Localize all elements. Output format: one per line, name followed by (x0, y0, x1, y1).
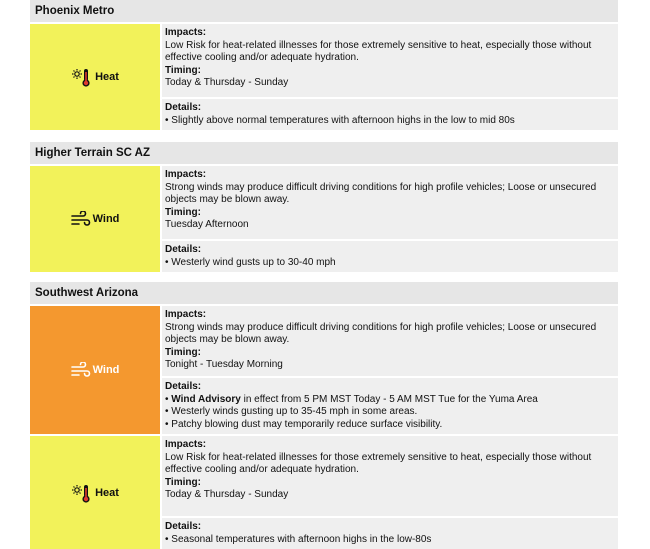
details-item: • Seasonal temperatures with afternoon highs in the low-80s (165, 533, 432, 545)
details-block (162, 99, 618, 130)
bullet-mark: • (165, 393, 172, 405)
timing-label: Timing: (165, 206, 201, 218)
impacts-text: Low Risk for heat-related illnesses for those extremely sensitive to heat, especially those without effective cooling and/or adequate hydration. (165, 39, 592, 63)
hazard-badge-heat (30, 436, 160, 549)
details-block (162, 378, 618, 434)
impacts-label: Impacts: (165, 309, 207, 320)
timing-text: Today & Thursday - Sunday (165, 77, 289, 88)
hazard-text (162, 436, 618, 549)
impacts-block (162, 24, 618, 97)
thermometer-sun-icon (71, 482, 93, 504)
hazard-badge-heat (30, 24, 160, 130)
details-item-advisory (165, 394, 618, 407)
hazard-type-label: Heat (95, 486, 119, 499)
region-title: Southwest Arizona (30, 282, 618, 304)
details-label: Details: (165, 102, 202, 113)
region-higher-terrain-sc-az (30, 142, 618, 272)
wind-icon (71, 211, 91, 227)
details-item: • Westerly wind gusts up to 30-40 mph (165, 256, 336, 268)
details-item: • Patchy blowing dust may temporarily reduce surface visibility. (165, 418, 443, 430)
impacts-text: Low Risk for heat-related illnesses for those extremely sensitive to heat, especially those without effective cooling and/or adequate hydration. (165, 451, 592, 475)
timing-text: Today & Thursday - Sunday (165, 489, 289, 500)
hazard-row-wind (30, 306, 618, 434)
hazard-row-heat (30, 24, 618, 130)
timing-label: Timing: (165, 64, 201, 76)
details-item: • Westerly winds gusting up to 35-45 mph in some areas. (165, 406, 418, 417)
details-block (162, 241, 618, 272)
timing-text: Tonight - Tuesday Morning (165, 359, 283, 370)
wind-icon (71, 362, 91, 378)
impacts-text: Strong winds may produce difficult driving conditions for high profile vehicles; Loose or unsecured objects may be blown away. (165, 321, 597, 345)
region-title: Phoenix Metro (30, 0, 618, 22)
details-item: • Slightly above normal temperatures with afternoon highs in the low to mid 80s (165, 114, 515, 126)
hazard-text (162, 306, 618, 434)
impacts-label: Impacts: (165, 439, 207, 450)
region-phoenix-metro (30, 0, 618, 130)
region-title: Higher Terrain SC AZ (30, 142, 618, 164)
hazard-type-label: Wind (92, 213, 120, 225)
wind-advisory-label: Wind Advisory (171, 393, 241, 405)
impacts-label: Impacts: (165, 27, 207, 38)
hazard-text (162, 166, 618, 272)
advisory-text: in effect from 5 PM MST Today - 5 AM MST Tue for the Yuma Area (240, 393, 538, 405)
impacts-block (162, 436, 618, 516)
thermometer-sun-icon (71, 66, 93, 88)
details-label: Details: (165, 244, 202, 255)
hazard-type-label: Heat (95, 71, 119, 83)
hazard-badge-wind (30, 306, 160, 434)
hazard-row-heat (30, 436, 618, 549)
details-block (162, 518, 618, 549)
impacts-label: Impacts: (165, 169, 207, 180)
hazard-row-wind (30, 166, 618, 272)
impacts-block (162, 166, 618, 239)
timing-text: Tuesday Afternoon (165, 219, 249, 230)
details-label: Details: (165, 521, 202, 532)
timing-label: Timing: (165, 346, 201, 358)
impacts-block (162, 306, 618, 376)
hazard-badge-wind (30, 166, 160, 272)
impacts-text: Strong winds may produce difficult driving conditions for high profile vehicles; Loose or unsecured objects may be blown away. (165, 181, 597, 205)
hazard-type-label: Wind (92, 364, 120, 376)
hazard-text (162, 24, 618, 130)
timing-label: Timing: (165, 476, 201, 488)
details-label: Details: (165, 381, 202, 392)
region-southwest-arizona (30, 282, 618, 549)
